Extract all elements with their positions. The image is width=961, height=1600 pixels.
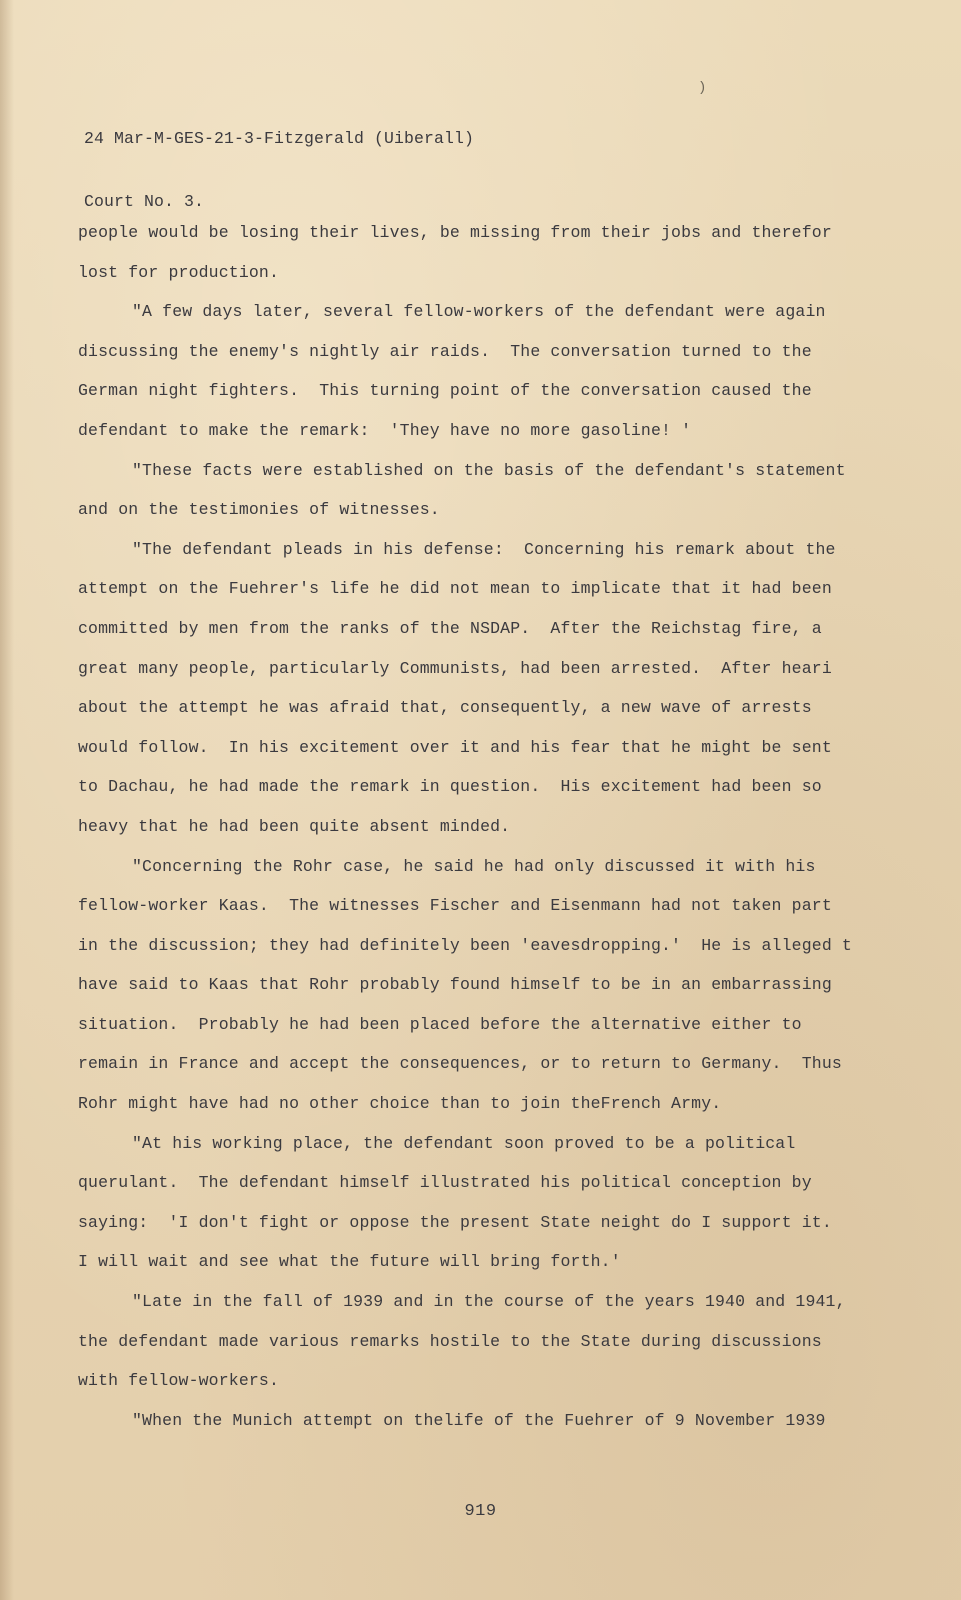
- body-line: and on the testimonies of witnesses.: [78, 500, 440, 520]
- body-line: remain in France and accept the consequences, or to return to Germany. Thus: [78, 1054, 842, 1074]
- body-line: "A few days later, several fellow-workers of the defendant were again: [132, 302, 826, 322]
- body-line: have said to Kaas that Rohr probably found himself to be in an embarrassing: [78, 975, 832, 995]
- body-line: attempt on the Fuehrer's life he did not mean to implicate that it had been: [78, 579, 832, 599]
- body-line: querulant. The defendant himself illustrated his political conception by: [78, 1173, 812, 1193]
- body-line: situation. Probably he had been placed before the alternative either to: [78, 1014, 802, 1034]
- body-line: "These facts were established on the basis of the defendant's statement: [132, 460, 846, 480]
- body-line: with fellow-workers.: [78, 1371, 280, 1391]
- body-line: lost for production.: [78, 262, 280, 282]
- body-line: German night fighters. This turning point of the conversation caused the: [78, 381, 812, 401]
- body-line: Rohr might have had no other choice than to join theFrench Army.: [78, 1094, 722, 1114]
- page-number: 919: [464, 1502, 497, 1521]
- body-line: "Late in the fall of 1939 and in the course of the years 1940 and 1941,: [132, 1292, 846, 1312]
- body-line: "At his working place, the defendant soon proved to be a political: [132, 1133, 796, 1153]
- body-line: people would be losing their lives, be missing from their jobs and therefor: [78, 223, 832, 242]
- body-line: saying: 'I don't fight or oppose the present State neight do I support it.: [78, 1212, 832, 1232]
- body-line: would follow. In his excitement over it and his fear that he might be sent: [78, 737, 832, 757]
- body-line: great many people, particularly Communists, had been arrested. After heari: [78, 658, 832, 678]
- header-court: Court No. 3.: [84, 192, 205, 211]
- body-line: committed by men from the ranks of the NSDAP. After the Reichstag fire, a: [78, 618, 822, 638]
- body-line: defendant to make the remark: 'They have no more gasoline! ': [78, 420, 692, 440]
- header-reference: 24 Mar-M-GES-21-3-Fitzgerald (Uiberall): [84, 129, 475, 148]
- body-line: in the discussion; they had definitely been 'eavesdropping.' He is alleged t: [78, 935, 852, 955]
- body-line: about the attempt he was afraid that, consequently, a new wave of arrests: [78, 698, 812, 718]
- body-line: "The defendant pleads in his defense: Concerning his remark about the: [132, 539, 836, 559]
- body-line: to Dachau, he had made the remark in question. His excitement had been so: [78, 777, 822, 797]
- body-line: discussing the enemy's nightly air raids. The conversation turned to the: [78, 341, 812, 361]
- margin-mark: ): [698, 80, 707, 96]
- body-line: I will wait and see what the future will bring forth.': [78, 1252, 621, 1272]
- body-line: heavy that he had been quite absent minded.: [78, 816, 511, 836]
- body-line: the defendant made various remarks hostile to the State during discussions: [78, 1331, 822, 1351]
- body-line: "When the Munich attempt on thelife of the Fuehrer of 9 November 1939: [132, 1410, 826, 1430]
- body-line: fellow-worker Kaas. The witnesses Fischer and Eisenmann had not taken part: [78, 896, 832, 916]
- body-line: "Concerning the Rohr case, he said he had only discussed it with his: [132, 856, 816, 876]
- document-body: [78, 213, 868, 1440]
